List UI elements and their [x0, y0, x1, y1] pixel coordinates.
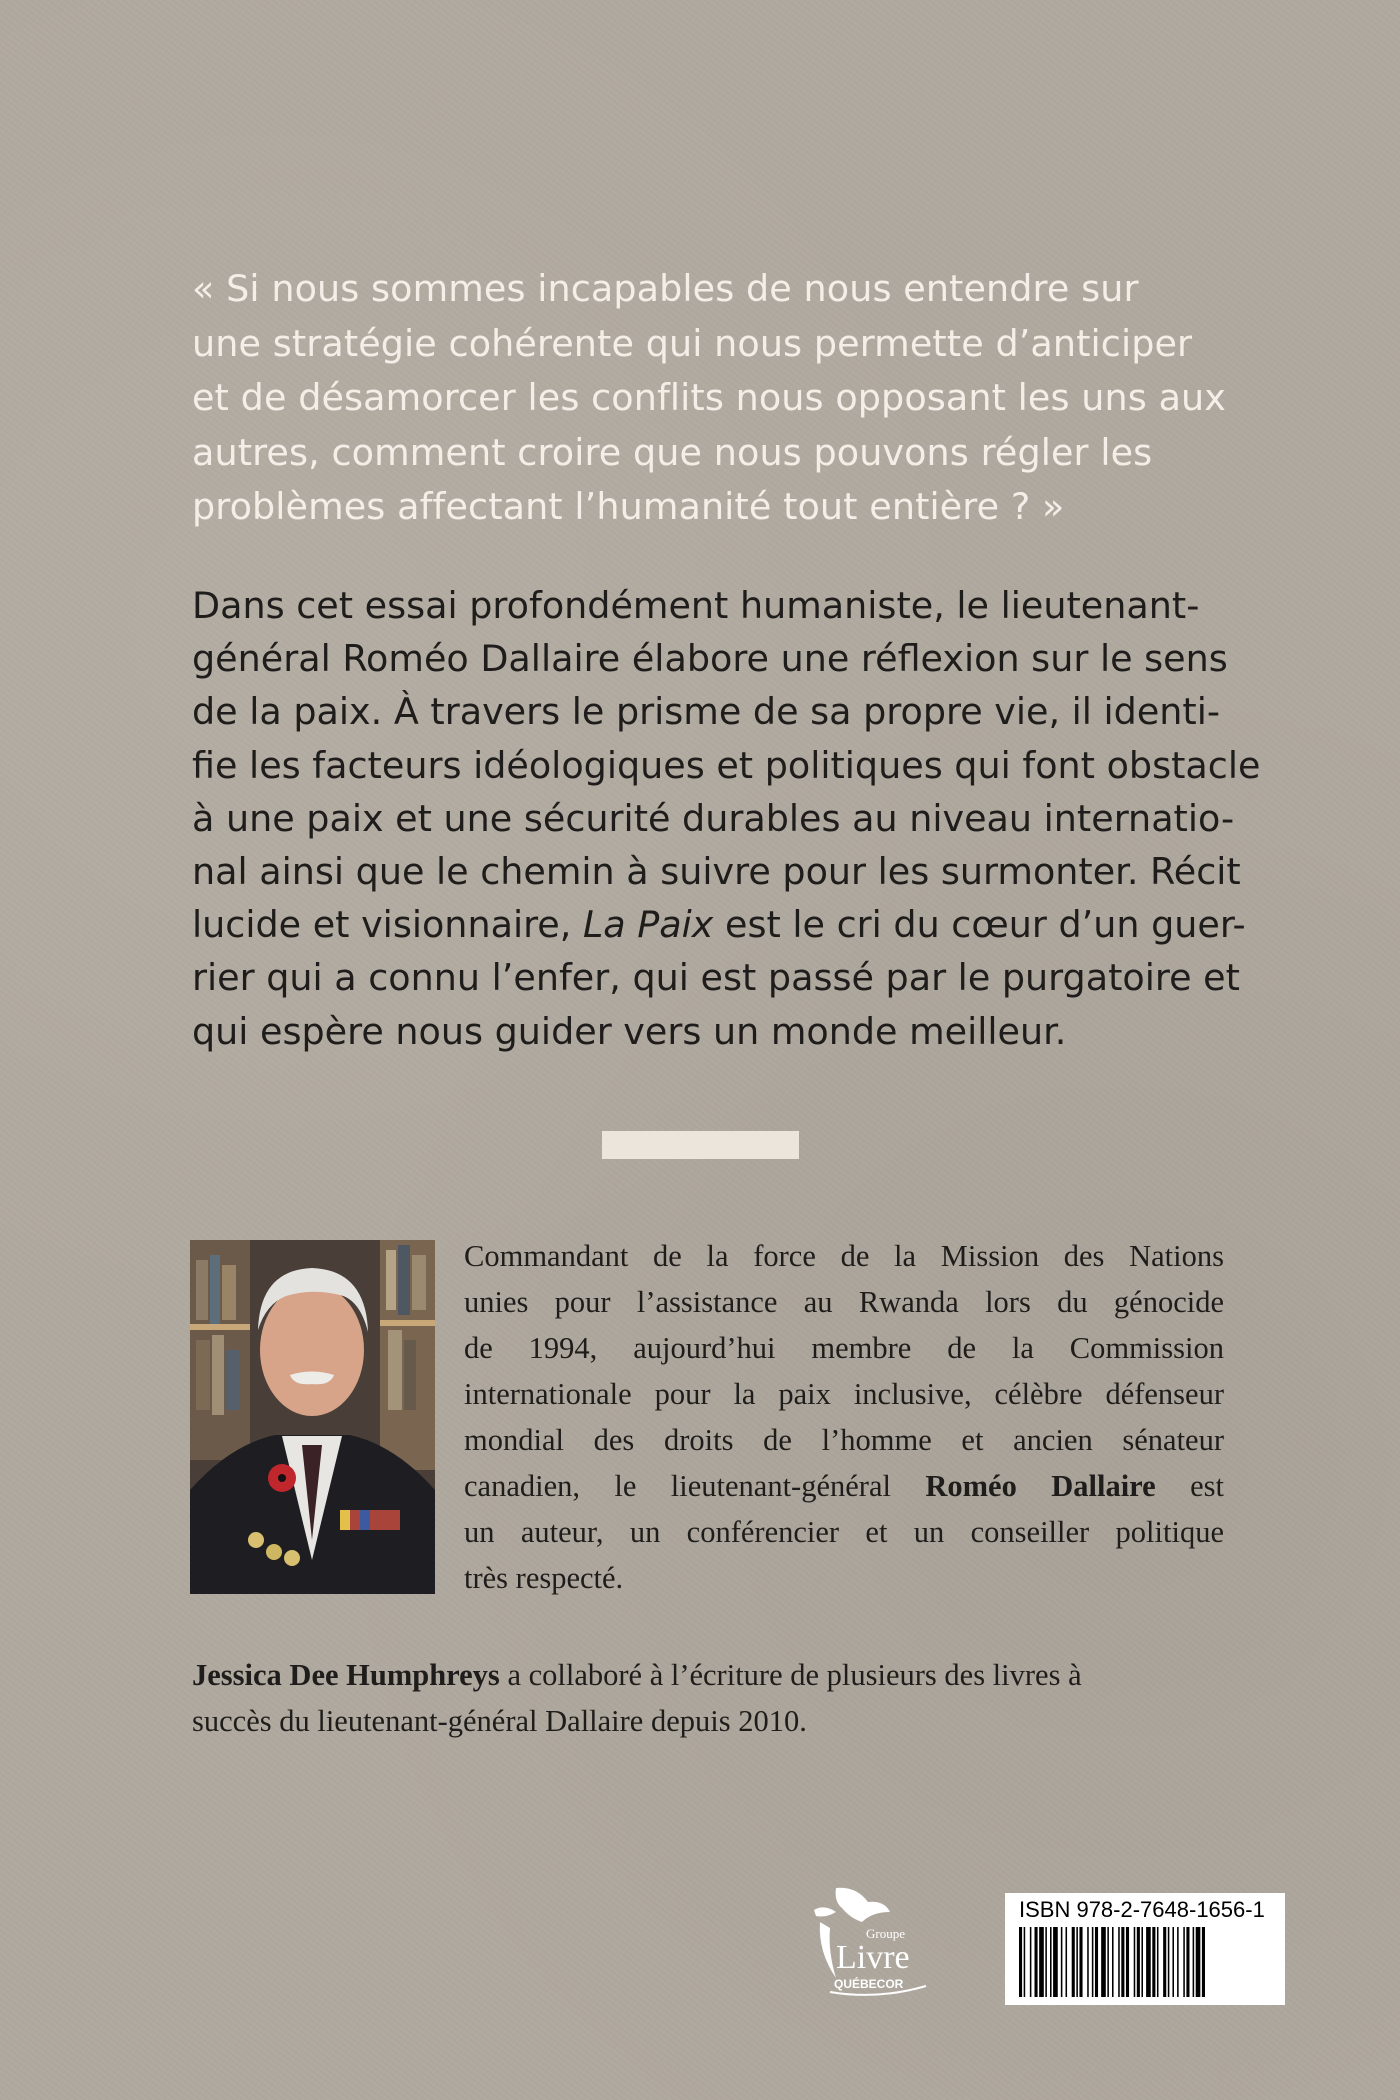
- coauthor-note: [192, 1652, 1224, 1744]
- summary-line: de la paix. À travers le prisme de sa propre vie, il identi-: [192, 690, 1221, 734]
- summary-line: qui espère nous guider vers un monde meilleur.: [192, 1009, 1067, 1053]
- bio-line: mondial des droits de l’homme et ancien sénateur: [464, 1423, 1224, 1457]
- summary-line: nal ainsi que le chemin à suivre pour les surmonter. Récit: [192, 850, 1241, 894]
- bio-line: très respecté.: [464, 1561, 624, 1595]
- summary-line: fie les facteurs idéologiques et politiques qui font obstacle: [192, 743, 1261, 787]
- publisher-livre: Livre: [836, 1939, 910, 1976]
- summary-line: à une paix et une sécurité durables au niveau internatio-: [192, 796, 1235, 840]
- bio-line: unies pour l’assistance au Rwanda lors du génocide: [464, 1285, 1224, 1319]
- summary-line: rier qui a connu l’enfer, qui est passé par le purgatoire et: [192, 956, 1240, 1000]
- quote-line: « Si nous sommes incapables de nous entendre sur: [192, 267, 1139, 310]
- divider-bar: [602, 1131, 799, 1159]
- summary-line: général Roméo Dallaire élabore une réflexion sur le sens: [192, 637, 1228, 681]
- isbn-barcode-box: [1005, 1893, 1285, 2005]
- bio-line: de 1994, aujourd’hui membre de la Commission: [464, 1331, 1224, 1365]
- isbn-number: ISBN 978-2-7648-1656-1: [1019, 1897, 1265, 1922]
- bio-line: Commandant de la force de la Mission des Nations: [464, 1239, 1224, 1273]
- barcode: [1019, 1927, 1271, 1997]
- publisher-leaf-logo: [798, 1882, 948, 2002]
- summary-line: [192, 898, 1246, 951]
- coauthor-line: succès du lieutenant-général Dallaire depuis 2010.: [192, 1704, 807, 1738]
- coauthor-line: [192, 1652, 1224, 1698]
- book-title: La Paix: [582, 903, 714, 947]
- quote-line: problèmes affectant l’humanité tout entière ? »: [192, 485, 1065, 528]
- bio-line: [464, 1463, 1224, 1509]
- coauthor-name: Jessica Dee Humphreys: [192, 1658, 500, 1692]
- quote-line: une stratégie cohérente qui nous permette d’anticiper: [192, 321, 1193, 365]
- author-bio: [464, 1233, 1224, 1601]
- quote-line: autres, comment croire que nous pouvons régler les: [192, 430, 1153, 474]
- coauthor-text: a collaboré à l’écriture de plusieurs des livres à: [499, 1658, 1082, 1692]
- publisher-groupe: Groupe: [866, 1926, 905, 1941]
- author-name: Roméo Dallaire: [925, 1469, 1156, 1503]
- summary-line: Dans cet essai profondément humaniste, le lieutenant-: [192, 584, 1200, 627]
- publisher-logo: [798, 1882, 948, 2002]
- summary-text: lucide et visionnaire,: [192, 903, 583, 947]
- summary-text: est le cri du cœur d’un guer-: [713, 903, 1246, 947]
- bio-line: internationale pour la paix inclusive, célèbre défenseur: [464, 1377, 1224, 1411]
- bio-text: canadien, le lieutenant-général: [464, 1469, 926, 1503]
- bio-text: est: [1155, 1469, 1224, 1503]
- cover-quote: [192, 262, 1226, 535]
- publisher-quebecor: QUÉBECOR: [834, 1977, 904, 1991]
- quote-line: et de désamorcer les conflits nous opposant les uns aux: [192, 376, 1226, 419]
- author-photo: [190, 1240, 435, 1594]
- bio-line: un auteur, un conférencier et un conseiller politique: [464, 1515, 1224, 1549]
- book-summary: [192, 579, 1261, 1058]
